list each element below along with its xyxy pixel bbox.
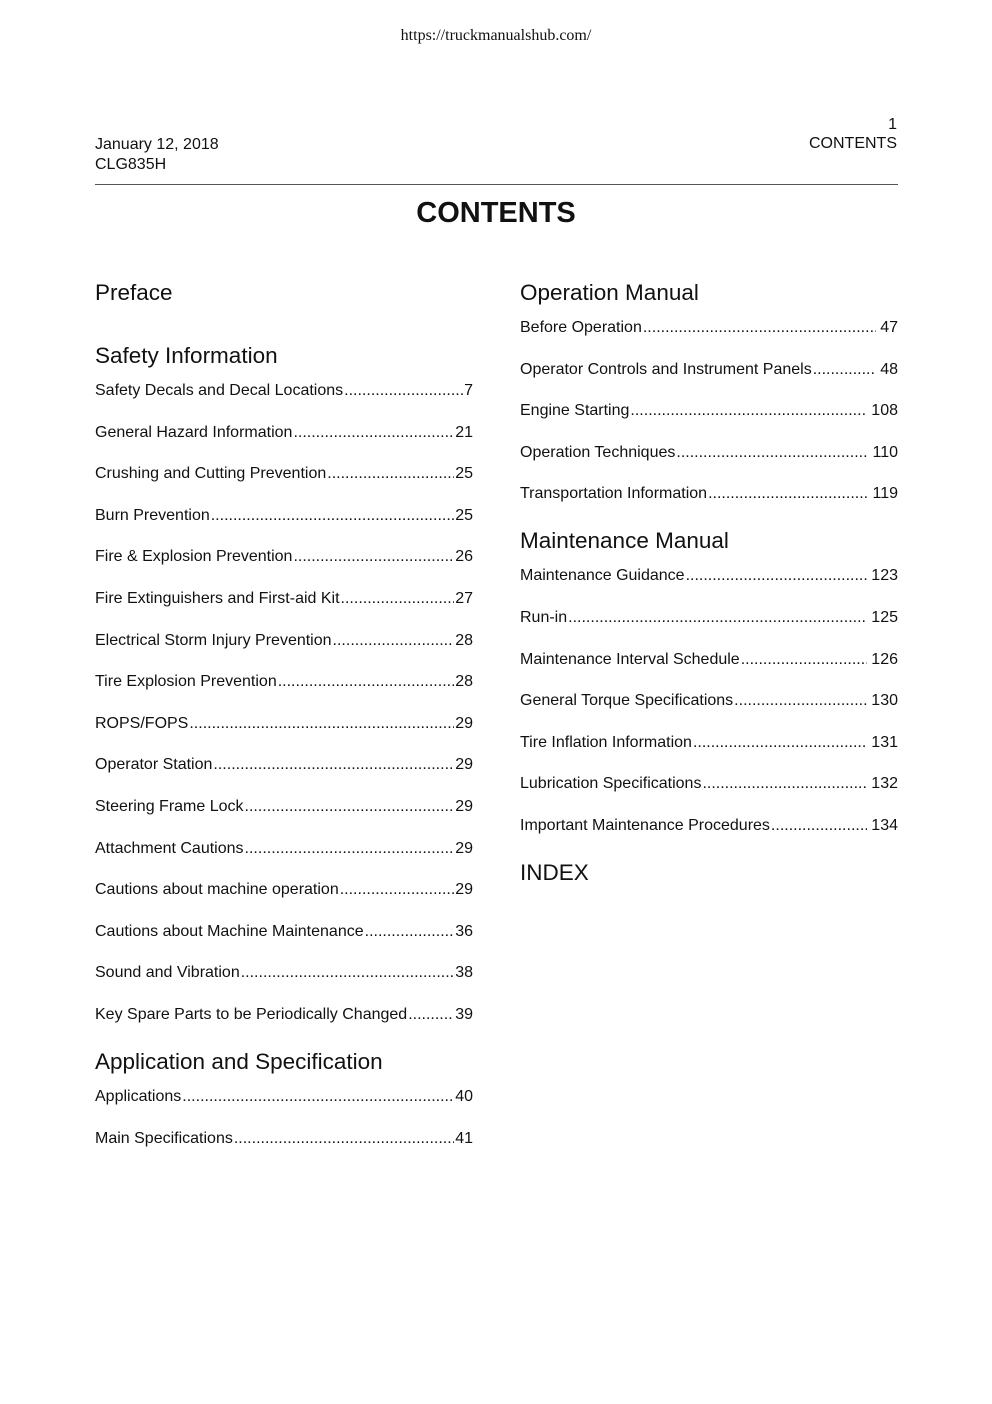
toc-entry-title: Safety Decals and Decal Locations — [95, 382, 344, 399]
toc-entry-title: Fire Extinguishers and First-aid Kit — [95, 589, 340, 607]
toc-entry-page: 134 — [871, 816, 898, 834]
toc-entry-safety-decals-and-decal-locations[interactable] — [95, 381, 473, 401]
header-right — [809, 115, 897, 153]
dot-leader — [341, 589, 455, 609]
header-model: CLG835H — [95, 156, 167, 173]
toc-entry-title: Lubrication Specifications — [520, 775, 702, 793]
dot-leader — [278, 672, 454, 692]
toc-entry-title: Engine Starting — [520, 402, 630, 420]
toc-entry-title: Operation Techniques — [520, 443, 676, 461]
section-heading-application-and-specification[interactable]: Application and Specification — [95, 1048, 383, 1074]
dot-leader — [702, 774, 867, 794]
toc-entry-operation-techniques[interactable] — [520, 443, 898, 463]
toc-entry-title: Key Spare Parts to be Periodically Changed — [95, 1005, 408, 1023]
toc-list — [95, 381, 473, 1025]
toc-entry-title: Steering Frame Lock — [95, 797, 244, 815]
toc-entry-page: 29 — [455, 714, 473, 732]
toc-entry-title: Operator Controls and Instrument Panels — [520, 360, 812, 378]
toc-list — [520, 318, 898, 504]
toc-entry-page: 29 — [455, 881, 473, 899]
toc-entry-burn-prevention[interactable] — [95, 506, 473, 526]
toc-entry-page: 26 — [455, 548, 473, 566]
header-date: January 12, 2018 — [95, 136, 219, 153]
toc-entry-title: Attachment Cautions — [95, 839, 244, 857]
page-title: CONTENTS — [416, 197, 576, 229]
toc-entry-title: Crushing and Cutting Prevention — [95, 465, 327, 483]
toc-entry-run-in[interactable] — [520, 608, 898, 628]
toc-entry-page: 132 — [871, 775, 898, 793]
dot-leader — [676, 443, 868, 463]
dot-leader — [630, 401, 867, 421]
toc-entry-title: Before Operation — [520, 319, 642, 336]
toc-entry-page: 25 — [455, 465, 473, 483]
header-divider — [95, 184, 898, 185]
dot-leader — [245, 797, 455, 817]
toc-entry-key-spare-parts-to-be-periodically-changed[interactable] — [95, 1005, 473, 1025]
dot-leader — [189, 714, 454, 734]
dot-leader — [686, 566, 868, 586]
toc-entry-maintenance-interval-schedule[interactable] — [520, 650, 898, 670]
toc-entry-crushing-and-cutting-prevention[interactable] — [95, 464, 473, 484]
toc-entry-title: ROPS/FOPS — [95, 714, 189, 732]
toc-right-column — [520, 278, 898, 888]
dot-leader — [568, 608, 867, 628]
toc-entry-cautions-about-machine-maintenance[interactable] — [95, 922, 473, 942]
toc-entry-page: 110 — [872, 443, 898, 461]
toc-entry-page: 38 — [455, 964, 473, 982]
toc-entry-page: 36 — [455, 922, 473, 940]
toc-entry-title: Important Maintenance Procedures — [520, 816, 770, 834]
dot-leader — [293, 547, 454, 567]
toc-entry-title: Applications — [95, 1087, 182, 1105]
toc-entry-page: 126 — [871, 650, 898, 668]
dot-leader — [211, 506, 454, 526]
dot-leader — [365, 922, 455, 942]
source-url[interactable]: https://truckmanualshub.com/ — [400, 27, 592, 44]
toc-entry-page: 21 — [455, 423, 473, 441]
toc-entry-title: General Hazard Information — [95, 423, 293, 441]
toc-entry-title: Cautions about machine operation — [95, 881, 339, 899]
dot-leader — [333, 631, 455, 651]
toc-entry-operator-station[interactable] — [95, 755, 473, 775]
dot-leader — [344, 381, 463, 401]
toc-list — [95, 1087, 473, 1149]
header-section: CONTENTS — [809, 135, 897, 152]
toc-entry-page: 39 — [455, 1005, 473, 1023]
toc-entry-tire-inflation-information[interactable] — [520, 733, 898, 753]
toc-entry-page: 29 — [455, 756, 473, 774]
dot-leader — [643, 318, 876, 338]
toc-entry-page: 108 — [871, 402, 898, 420]
toc-entry-sound-and-vibration[interactable] — [95, 963, 473, 983]
toc-entry-page: 131 — [871, 733, 898, 751]
toc-entry-title: Transportation Information — [520, 485, 708, 503]
toc-entry-fire-extinguishers-and-first-aid-kit[interactable] — [95, 589, 473, 609]
page-number: 1 — [888, 116, 897, 133]
toc-list — [520, 566, 898, 836]
dot-leader — [813, 360, 877, 380]
toc-entry-important-maintenance-procedures[interactable] — [520, 816, 898, 836]
toc-entry-page: 130 — [871, 692, 898, 710]
section-heading-operation-manual[interactable]: Operation Manual — [520, 280, 699, 305]
toc-entry-title: Run-in — [520, 608, 568, 626]
toc-entry-page: 119 — [872, 485, 898, 503]
dot-leader — [245, 839, 455, 859]
toc-entry-title: Electrical Storm Injury Prevention — [95, 631, 332, 649]
dot-leader — [771, 816, 867, 836]
toc-entry-main-specifications[interactable] — [95, 1129, 473, 1149]
section-heading-safety-information[interactable]: Safety Information — [95, 343, 278, 368]
dot-leader — [234, 1129, 454, 1149]
toc-entry-title: Tire Inflation Information — [520, 733, 692, 751]
header-left — [95, 135, 219, 175]
dot-leader — [293, 423, 454, 443]
dot-leader — [693, 733, 867, 753]
toc-entry-general-torque-specifications[interactable] — [520, 691, 898, 711]
toc-entry-engine-starting[interactable] — [520, 401, 898, 421]
toc-entry-tire-explosion-prevention[interactable] — [95, 672, 473, 692]
toc-entry-electrical-storm-injury-prevention[interactable] — [95, 631, 473, 651]
section-heading-index[interactable]: INDEX — [520, 859, 589, 885]
toc-entry-before-operation[interactable] — [520, 318, 898, 338]
toc-entry-maintenance-guidance[interactable] — [520, 566, 898, 586]
dot-leader — [734, 691, 867, 711]
dot-leader — [241, 963, 454, 983]
toc-entry-title: Main Specifications — [95, 1129, 233, 1147]
toc-entry-page: 25 — [455, 506, 473, 524]
toc-entry-page: 29 — [455, 839, 473, 857]
toc-entry-cautions-about-machine-operation[interactable] — [95, 880, 473, 900]
dot-leader — [340, 880, 454, 900]
toc-entry-page: 123 — [871, 567, 898, 585]
toc-entry-page: 27 — [455, 589, 473, 607]
toc-entry-page: 125 — [871, 608, 898, 626]
toc-entry-title: Maintenance Interval Schedule — [520, 650, 740, 668]
toc-entry-operator-controls-and-instrument-panels[interactable] — [520, 360, 898, 380]
toc-entry-applications[interactable] — [95, 1087, 473, 1107]
toc-entry-title: Fire & Explosion Prevention — [95, 548, 293, 566]
toc-entry-page: 28 — [455, 631, 473, 649]
toc-entry-rops-fops[interactable] — [95, 714, 473, 734]
toc-entry-page: 47 — [880, 319, 898, 336]
toc-entry-title: Maintenance Guidance — [520, 567, 685, 585]
toc-entry-transportation-information[interactable] — [520, 484, 898, 504]
dot-leader — [182, 1087, 454, 1107]
section-heading-preface[interactable]: Preface — [95, 280, 173, 305]
toc-entry-page: 28 — [455, 673, 473, 691]
toc-entry-page: 41 — [455, 1129, 473, 1147]
toc-entry-general-hazard-information[interactable] — [95, 423, 473, 443]
toc-entry-page: 7 — [464, 382, 473, 399]
toc-entry-title: Operator Station — [95, 756, 213, 774]
toc-entry-fire-and-explosion-prevention[interactable] — [95, 547, 473, 567]
toc-entry-title: Burn Prevention — [95, 506, 210, 524]
toc-entry-title: Tire Explosion Prevention — [95, 673, 277, 691]
toc-entry-title: General Torque Specifications — [520, 692, 734, 710]
dot-leader — [213, 755, 454, 775]
toc-entry-page: 29 — [455, 797, 473, 815]
toc-entry-page: 40 — [455, 1087, 473, 1105]
toc-entry-title: Cautions about Machine Maintenance — [95, 922, 364, 940]
toc-entry-attachment-cautions[interactable] — [95, 839, 473, 859]
section-heading-maintenance-manual[interactable]: Maintenance Manual — [520, 528, 729, 554]
dot-leader — [327, 464, 454, 484]
toc-entry-page: 48 — [880, 360, 898, 378]
dot-leader — [741, 650, 868, 670]
toc-entry-steering-frame-lock[interactable] — [95, 797, 473, 817]
dot-leader — [408, 1005, 454, 1025]
toc-left-column — [95, 278, 473, 1149]
dot-leader — [708, 484, 868, 504]
toc-entry-title: Sound and Vibration — [95, 964, 240, 982]
toc-entry-lubrication-specifications[interactable] — [520, 774, 898, 794]
